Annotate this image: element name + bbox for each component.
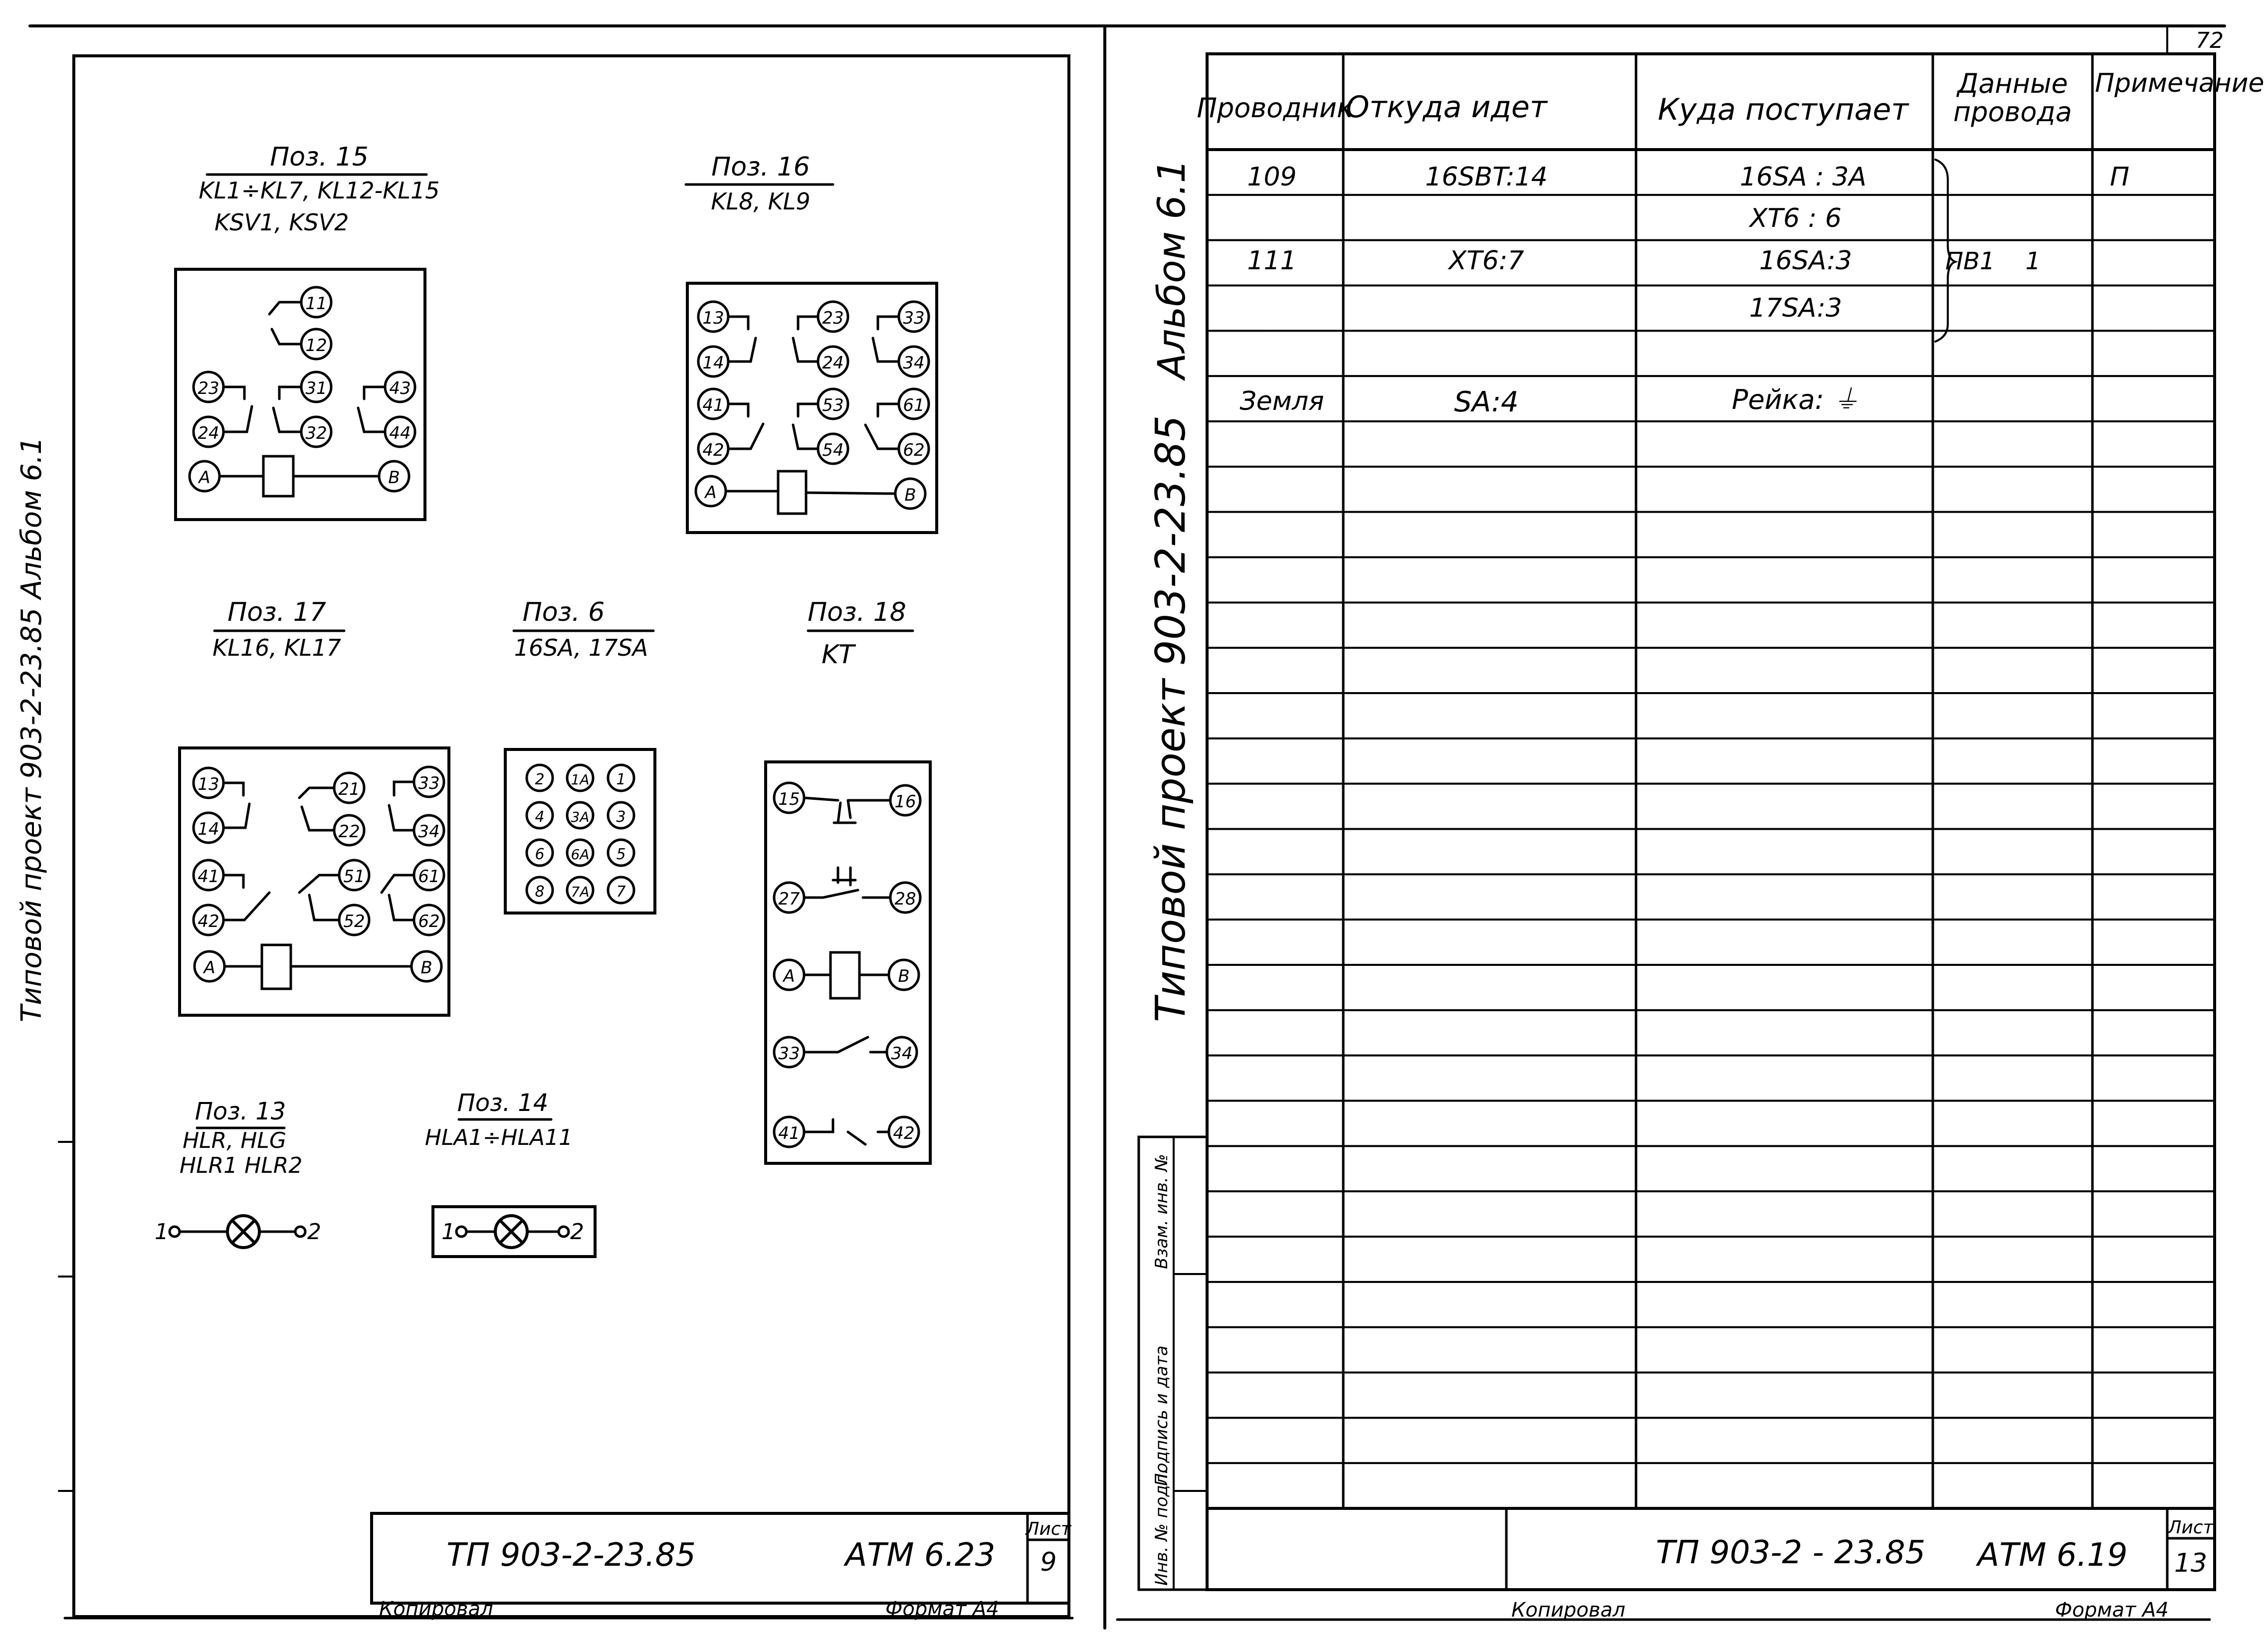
svg-text:16: 16 [894, 792, 916, 812]
terminal [774, 1117, 804, 1147]
terminal [301, 372, 331, 402]
terminal [385, 417, 415, 447]
right-sheet [1139, 54, 2265, 1622]
svg-text:23: 23 [822, 308, 844, 328]
group-subtitle: KT [822, 640, 854, 670]
terminal [889, 1117, 919, 1147]
terminal [194, 905, 223, 935]
terminal [899, 389, 929, 419]
svg-text:61: 61 [903, 395, 925, 415]
sheet-label: Лист [1026, 1519, 1071, 1539]
svg-text:33: 33 [778, 1044, 800, 1064]
svg-text:33: 33 [903, 308, 925, 328]
terminal [414, 767, 444, 797]
terminal [194, 768, 223, 798]
cell-to: 16SA : 3A [1740, 162, 1866, 192]
terminal [774, 883, 804, 913]
terminal [334, 815, 364, 845]
svg-text:42: 42 [702, 440, 724, 460]
lamp-terminal-1: 1 [155, 1219, 169, 1245]
svg-text:1A: 1A [571, 771, 590, 788]
svg-text:7: 7 [616, 883, 626, 901]
table-row [1247, 162, 2129, 192]
lamp-icon [227, 1216, 259, 1248]
svg-text:3: 3 [616, 808, 626, 826]
stamp-code: ТП 903-2-23.85 [446, 1537, 696, 1574]
svg-text:B: B [904, 485, 916, 505]
svg-text:28: 28 [894, 889, 916, 909]
lamp-terminal-2: 2 [307, 1219, 321, 1245]
terminal [414, 815, 444, 845]
svg-text:52: 52 [343, 912, 365, 931]
corner-number: 72 [2196, 28, 2224, 53]
svg-text:A: A [199, 468, 210, 488]
group-title: Поз. 14 [457, 1089, 549, 1117]
lamp-icon [495, 1216, 527, 1248]
terminal [887, 1037, 917, 1067]
table-row [1247, 246, 2041, 276]
terminal [889, 960, 919, 990]
side-album: Альбом 6.1 [1149, 159, 1194, 379]
sheet-label: Лист [2168, 1517, 2214, 1538]
wiring-table [1197, 54, 2265, 1508]
svg-text:24: 24 [198, 423, 219, 443]
svg-text:15: 15 [778, 789, 800, 809]
svg-text:44: 44 [389, 423, 411, 443]
sheet-number: 9 [1040, 1547, 1057, 1577]
left-sheet [15, 56, 1072, 1621]
terminal [301, 417, 331, 447]
terminal [890, 785, 920, 815]
terminal [890, 883, 920, 913]
group-title: Поз. 13 [195, 1098, 286, 1125]
stamp-doc: АТМ 6.23 [845, 1537, 996, 1574]
left-title-block [372, 1513, 1072, 1603]
terminal [334, 773, 364, 803]
svg-text:14: 14 [198, 819, 219, 839]
svg-text:4: 4 [535, 808, 545, 826]
svg-text:12: 12 [305, 336, 327, 356]
stamp-doc: АТМ 6.19 [1977, 1537, 2128, 1574]
svg-text:42: 42 [893, 1123, 915, 1143]
terminal [818, 434, 848, 464]
svg-text:53: 53 [822, 395, 844, 415]
cell-conductor: 109 [1247, 162, 1297, 192]
svg-text:42: 42 [198, 912, 219, 931]
cell-conductor: 111 [1247, 246, 1297, 276]
format-label: Формат А4 [885, 1598, 999, 1621]
svg-text:B: B [898, 966, 910, 986]
terminal [899, 434, 929, 464]
table-row [1748, 203, 1842, 233]
svg-text:13: 13 [702, 308, 724, 328]
svg-text:34: 34 [418, 822, 440, 842]
group-poz-15 [176, 142, 440, 520]
cell-from: 16SBT:14 [1425, 162, 1548, 192]
header-note: Примечание [2095, 68, 2265, 98]
group-subtitle: KL16, KL17 [212, 634, 341, 661]
terminal [339, 905, 369, 935]
terminal [608, 765, 634, 791]
svg-text:A: A [204, 958, 215, 978]
terminal [194, 417, 223, 447]
svg-text:A: A [705, 483, 717, 503]
header-wire-data: Данные провода [1953, 68, 2072, 128]
lamp-terminal-2: 2 [570, 1219, 584, 1245]
sheet-number: 13 [2174, 1548, 2208, 1578]
terminal [567, 877, 593, 903]
svg-text:8: 8 [535, 883, 545, 901]
svg-text:22: 22 [338, 822, 360, 842]
svg-text:34: 34 [903, 353, 925, 373]
svg-text:51: 51 [343, 867, 365, 887]
group-title: Поз. 18 [808, 597, 906, 627]
terminal [698, 347, 728, 376]
svg-text:34: 34 [891, 1044, 913, 1064]
svg-text:6A: 6A [571, 846, 590, 863]
svg-text:41: 41 [778, 1123, 800, 1143]
svg-text:B: B [420, 958, 432, 978]
group-poz-16 [686, 152, 937, 533]
group-subtitle: HLA1÷HLA11 [424, 1125, 573, 1150]
terminal [190, 461, 219, 491]
group-title: Поз. 15 [270, 142, 369, 172]
terminal [698, 302, 728, 332]
terminal [194, 860, 223, 890]
terminal [899, 302, 929, 332]
terminal [818, 302, 848, 332]
stamp-code: ТП 903-2 - 23.85 [1655, 1534, 1926, 1571]
svg-text:61: 61 [418, 867, 440, 887]
terminal [698, 389, 728, 419]
svg-text:7A: 7A [571, 884, 590, 900]
svg-text:32: 32 [305, 423, 327, 443]
svg-text:27: 27 [778, 889, 800, 909]
svg-text:B: B [388, 468, 400, 488]
svg-text:23: 23 [198, 378, 219, 398]
header-from: Откуда идет [1346, 90, 1547, 125]
terminal [567, 802, 593, 828]
header-to: Куда поступает [1657, 92, 1909, 127]
terminal [194, 372, 223, 402]
cell-note: П [2110, 162, 2130, 192]
svg-text:2: 2 [535, 771, 545, 788]
group-subtitle: 16SA, 17SA [514, 634, 648, 661]
group-poz-14 [425, 1089, 595, 1257]
group-title: Поз. 16 [711, 152, 810, 182]
cell-to: Рейка: ⏚ [1732, 384, 1859, 415]
terminal [567, 840, 593, 866]
terminal [527, 765, 553, 791]
right-title-block [1506, 1508, 2215, 1590]
terminal [895, 479, 925, 509]
terminal [567, 765, 593, 791]
table-row [1239, 384, 1859, 418]
terminal [818, 389, 848, 419]
side-stamp-inv: Инв. № подл. [1152, 1468, 1172, 1586]
cell-from: SA:4 [1454, 386, 1519, 418]
terminal [774, 960, 804, 990]
terminal [301, 287, 331, 317]
svg-text:11: 11 [305, 294, 327, 314]
terminal [414, 860, 444, 890]
copied-by: Копировал [379, 1598, 493, 1621]
terminal [698, 434, 728, 464]
cell-to: XT6 : 6 [1749, 203, 1842, 233]
terminal [412, 951, 441, 981]
group-subtitle: KL1÷KL7, KL12-KL15 [199, 177, 440, 204]
terminal [195, 951, 224, 981]
svg-text:13: 13 [198, 774, 219, 794]
terminal [414, 905, 444, 935]
svg-text:54: 54 [822, 440, 844, 460]
left-margin-text: Типовой проект 903-2-23.85 Альбом 6.1 [15, 436, 48, 1022]
group-title: Поз. 6 [522, 597, 605, 627]
terminal [339, 860, 369, 890]
terminal [774, 783, 804, 813]
header-conductor: Проводник [1197, 92, 1353, 124]
svg-text:3A: 3A [571, 809, 590, 825]
cell-wire: ПВ1 1 [1945, 247, 2041, 275]
side-stamp-replace: Взам. инв. № [1152, 1154, 1172, 1269]
svg-text:62: 62 [903, 440, 925, 460]
cell-to: 17SA:3 [1749, 293, 1843, 323]
svg-text:6: 6 [535, 846, 545, 863]
group-title: Поз. 17 [227, 597, 326, 627]
lamp-terminal-1: 1 [441, 1219, 455, 1245]
svg-text:24: 24 [822, 353, 844, 373]
terminal [774, 1037, 804, 1067]
cell-to: 16SA:3 [1759, 246, 1853, 276]
terminal [385, 372, 415, 402]
terminal [608, 840, 634, 866]
svg-text:62: 62 [418, 912, 440, 931]
terminal [608, 802, 634, 828]
table-row [1749, 293, 1842, 323]
terminal [379, 461, 409, 491]
terminal [818, 347, 848, 376]
cell-from: XT6:7 [1448, 246, 1524, 276]
terminal [194, 813, 223, 843]
svg-text:14: 14 [702, 353, 724, 373]
corner-number-box [2167, 26, 2224, 54]
terminal [527, 877, 553, 903]
side-project: Типовой проект 903-2-23.85 [1147, 415, 1195, 1022]
terminal [696, 476, 726, 506]
group-poz-17 [180, 597, 449, 1015]
svg-text:41: 41 [198, 867, 219, 887]
copied-by: Копировал [1511, 1599, 1626, 1622]
group-subtitle-2: HLR1 HLR2 [180, 1153, 303, 1178]
svg-text:A: A [783, 966, 795, 986]
svg-text:21: 21 [338, 779, 360, 799]
terminal [527, 840, 553, 866]
svg-text:31: 31 [305, 378, 327, 398]
svg-text:5: 5 [616, 846, 626, 863]
group-poz-13 [155, 1098, 321, 1248]
svg-text:41: 41 [702, 395, 724, 415]
format-label: Формат А4 [2055, 1599, 2169, 1622]
svg-text:43: 43 [389, 378, 411, 398]
side-stamp-sign: Подпись и дата [1152, 1345, 1172, 1486]
group-subtitle: KL8, KL9 [711, 188, 811, 215]
svg-text:1: 1 [616, 771, 626, 788]
group-subtitle: HLR, HLG [183, 1128, 286, 1153]
terminal [899, 347, 929, 376]
svg-text:33: 33 [418, 773, 440, 793]
group-poz-6 [505, 597, 655, 913]
terminal [301, 329, 331, 359]
terminal [608, 877, 634, 903]
group-poz-18 [766, 597, 930, 1163]
terminal [527, 802, 553, 828]
group-subtitle-2: KSV1, KSV2 [214, 209, 349, 236]
cell-conductor: Земля [1239, 386, 1324, 416]
